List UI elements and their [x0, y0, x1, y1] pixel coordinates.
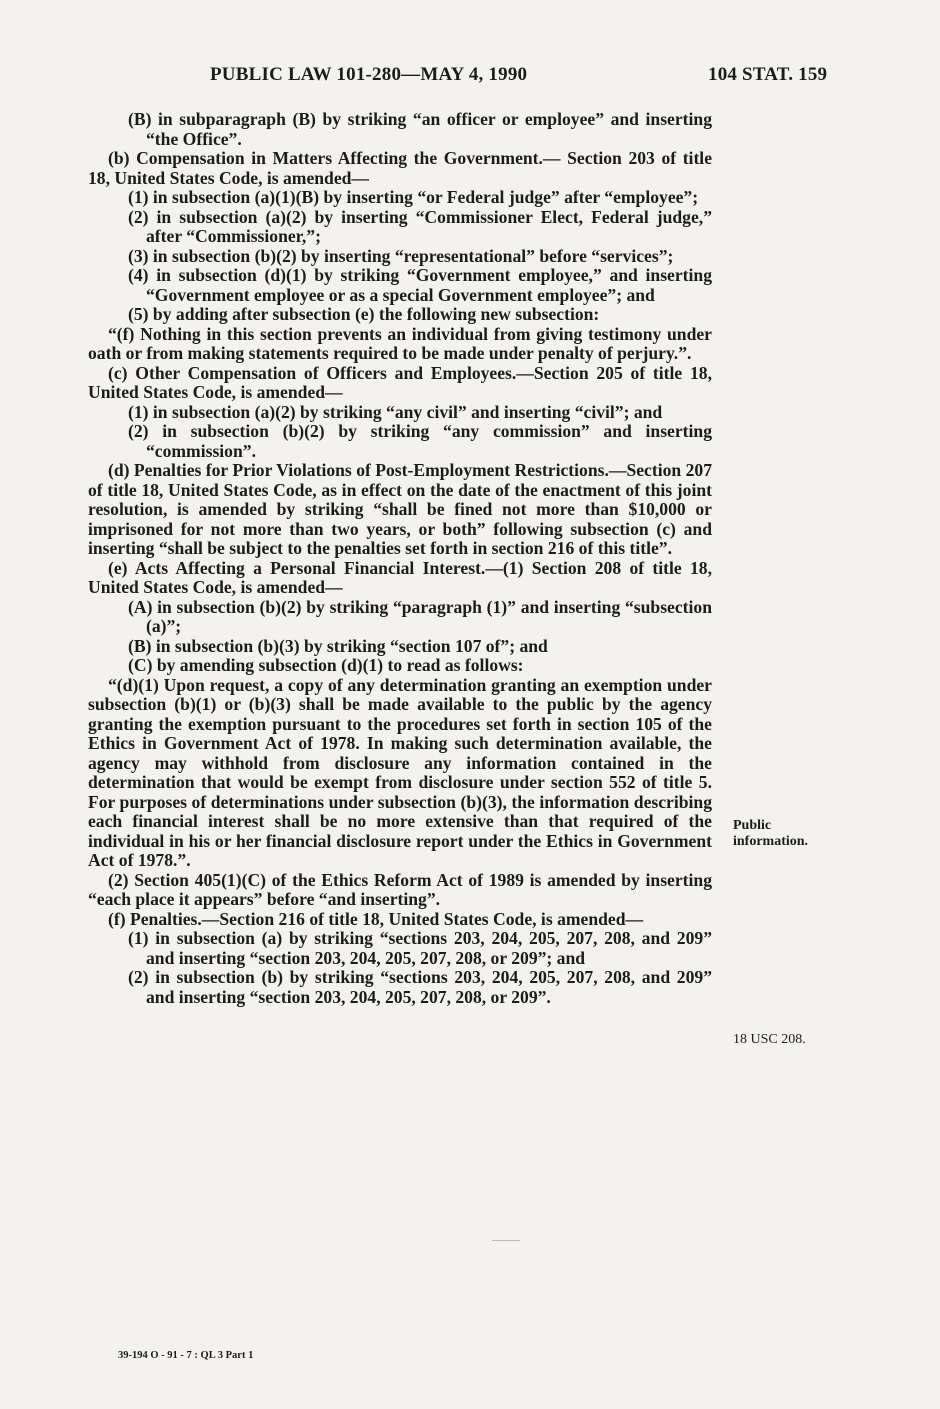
paragraph-d1: “(d)(1) Upon request, a copy of any determination granting an exemption under subsection (b)(1) or (b)(3) shall be made available to the public by the agency granting the exemption pursuant to the procedures set forth in section 105 of the Ethics in Government Act of 1978. In making such determination available, the agency may withhold from disclosure any information contained in the determination that would be exempt from disclosure under section 552 of title 5. For purposes of determinations under subsection (b)(3), the information describing each financial interest shall be no more extensive than that required of the individual in his or her financial disclosure report under the Ethics in Government Act of 1978.”. — [88, 674, 712, 870]
section-heading-f: (f) Penalties.—Section 216 of title 18, United States Code, is amended— — [108, 908, 644, 929]
paragraph: (1) in subsection (a) by striking “sections 203, 204, 205, 207, 208, and 209” and inserting “section 203, 204, 205, 207, 208, or 209”; and — [128, 928, 712, 968]
paragraph: (2) in subsection (b)(2) by striking “any commission” and inserting “commission”. — [128, 421, 712, 461]
paragraph: (4) in subsection (d)(1) by striking “Government employee,” and inserting “Government employee or as a special Government employee”; and — [128, 265, 712, 305]
paragraph: (3) in subsection (b)(2) by inserting “representational” before “services”; — [128, 245, 674, 266]
paragraph: (1) in subsection (a)(1)(B) by inserting “or Federal judge” after “employee”; — [128, 187, 699, 207]
paragraph: (2) in subsection (b) by striking “sections 203, 204, 205, 207, 208, and 209” and inserting “section 203, 204, 205, 207, 208, or 209”. — [128, 967, 712, 1007]
running-header-title: PUBLIC LAW 101-280—MAY 4, 1990 — [210, 64, 528, 85]
margin-note-usc: 18 USC 208. — [733, 1032, 806, 1047]
section-heading-b: (b) Compensation in Matters Affecting the Government.— Section 203 of title 18, United States Code, is amended— — [88, 148, 712, 188]
margin-note-public-information: Public information. — [733, 818, 809, 849]
print-code-footer: 39-194 O - 91 - 7 : QL 3 Part 1 — [118, 1350, 254, 1361]
paragraph: “(f) Nothing in this section prevents an individual from giving testimony under oath or from making statements required to be made under penalty of perjury.”. — [88, 323, 712, 363]
divider — [492, 1240, 520, 1241]
paragraph: (B) in subparagraph (B) by striking “an officer or employee” and inserting “the Office”. — [128, 109, 712, 149]
section-heading-c: (c) Other Compensation of Officers and Employees.—Section 205 of title 18, United States Code, is amended— — [88, 362, 712, 402]
section-heading-d: (d) Penalties for Prior Violations of Post-Employment Restrictions.—Section 207 of title 18, United States Code, as in effect on the date of the enactment of this joint resolution, is amended by striking “shall be fined not more than $10,000 or imprisoned for not more than two years, or both” following subsection (c) and inserting “shall be subject to the penalties set forth in section 216 of this title”. — [88, 460, 712, 558]
paragraph: (A) in subsection (b)(2) by striking “paragraph (1)” and inserting “subsection (a)”; — [128, 596, 712, 636]
section-heading-e: (e) Acts Affecting a Personal Financial Interest.—(1) Section 208 of title 18, United States Code, is amended— — [88, 557, 712, 597]
paragraph: (C) by amending subsection (d)(1) to read as follows: — [128, 655, 524, 675]
paragraph: (5) by adding after subsection (e) the following new subsection: — [128, 304, 600, 324]
running-header-page: 104 STAT. 159 — [708, 64, 828, 85]
paragraph: (B) in subsection (b)(3) by striking “section 107 of”; and — [128, 635, 548, 656]
paragraph: (2) in subsection (a)(2) by inserting “Commissioner Elect, Federal judge,” after “Commissioner,”; — [128, 206, 712, 246]
body-text — [88, 110, 712, 1007]
paragraph: (1) in subsection (a)(2) by striking “any civil” and inserting “civil”; and — [128, 401, 663, 422]
paragraph: (2) Section 405(1)(C) of the Ethics Reform Act of 1989 is amended by inserting “each place it appears” before “and inserting”. — [88, 869, 712, 909]
